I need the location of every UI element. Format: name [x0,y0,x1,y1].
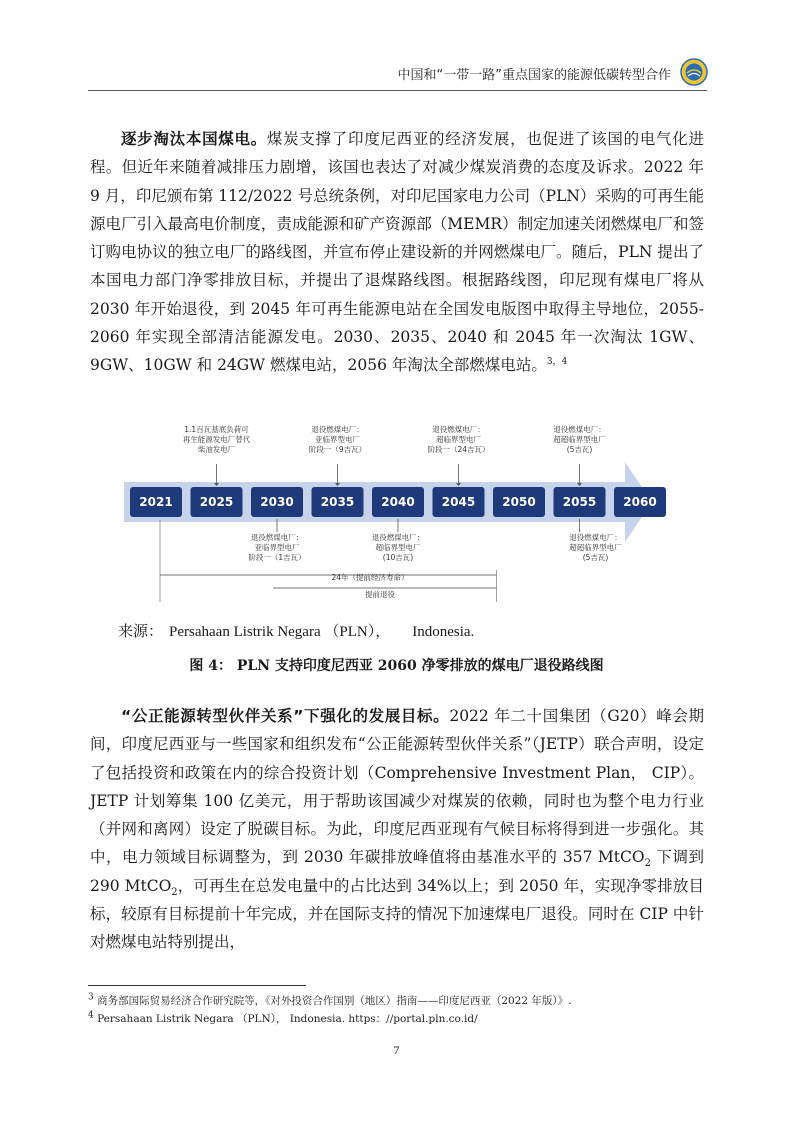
year-label-2030: 2030 [260,495,294,509]
header-rule [88,90,707,91]
paragraph-lead: “公正能源转型伙伴关系”下强化的发展目标。 [121,707,450,725]
year-label-2045: 2045 [441,495,476,509]
footnote-number: 4 [88,1010,94,1021]
above-annotation-line: (5吉瓦) [566,445,593,454]
above-annotation-line: 柴油发电厂 [197,445,236,454]
footnote-number: 3 [88,992,94,1003]
footnote-text: 商务部国际贸易经济合作研究院等，《对外投资合作国别（地区）指南——印度尼西亚（2022 年版）》. [97,995,572,1007]
paragraph-lead: 逐步淘汰本国煤电。 [121,130,267,148]
year-label-2035: 2035 [320,495,355,509]
paragraph-body-part2: 下调到 290 MtCO [90,848,704,895]
co2-subscript: 2 [644,858,651,870]
below-annotation-line: 亚临界型电厂 [254,543,300,552]
below-annotation-line: (5吉瓦) [582,553,609,562]
below-annotation-line: (10吉瓦) [382,553,414,562]
below-annotation-line: 退役燃煤电厂： [371,533,425,542]
year-label-2050: 2050 [502,495,536,509]
paragraph-coal-phaseout [90,125,704,380]
footnote-4 [88,1011,478,1026]
header-title: 中国和“一带一路”重点国家的能源低碳转型合作 [397,68,671,83]
above-annotation-line: 超临界型电厂 [436,435,481,444]
coal-retirement-timeline-figure [120,420,680,605]
co2-subscript: 2 [171,886,178,898]
figure-source [118,620,474,641]
paragraph-body-part1: 2022 年二十国集团（G20）峰会期间，印度尼西亚与一些国家和组织发布“公正能源转型伙伴关系”（JETP）联合声明，设定了包括投资和政策在内的综合投资计划（Comprehensive Investment Plan， CIP）。JETP 计划筹集 100 亿美元，用于帮助该国减少对煤炭的依赖，同时也为整个电力行业（并网和离网）设定了脱碳目标。为此，印度尼西亚现有气候目标将得到进一步强化。其中，电力领域目标调整为，到 2030 年碳排放峰值将由基准水平的 357 MtCO [90,707,704,867]
below-annotation-line: 超临界型电厂 [375,543,421,552]
below-annotation-line: 阶段一（1吉瓦） [248,553,306,562]
above-annotation-line: 退役燃煤电厂： [553,425,606,434]
year-label-2025: 2025 [199,495,234,509]
span-label: 24年（提前经济寿命） [331,573,409,582]
above-annotation-line: 超超临界型电厂 [553,435,606,444]
above-annotation-line: 亚临界型电厂 [315,435,360,444]
emblem-logo-icon [680,58,708,86]
paragraph-jetp [90,702,704,957]
source-name: Persahaan Listrik Negara （PLN）， [169,624,391,640]
paragraph-body: 煤炭支撑了印度尼西亚的经济发展，也促进了该国的电气化进程。但近年来随着减排压力剧增，该国也表达了对减少煤炭消费的态度及诉求。2022 年 9 月，印尼颁布第 112/2022 号总统条例，对印尼国家电力公司（PLN）采购的可再生能源电厂引入最高电价制度，责成能源和矿产资源部（MEMR）制定加速关闭燃煤电厂和签订购电协议的独立电厂的路线图，并宣布停止建设新的并网燃煤电厂。随后，PLN 提出了本国电力部门净零排放目标，并提出了退煤路线图。根据路线图，印尼现有煤电厂将从 2030 年开始退役，到 2045 年可再生能源电站在全国发电版图中取得主导地位，2055-2060 年实现全部清洁能源发电。2030、2035、2040 和 2045 年一次淘汰 1GW、9GW、10GW 和 24GW 燃煤电站，2056 年淘汰全部燃煤电站。 [90,130,704,375]
page-number: 7 [393,1043,400,1057]
below-annotation-line: 超超临界型电厂 [569,543,622,552]
footnote-text: Persahaan Listrik Negara （PLN）， Indonesia. https：//portal.pln.co.id/ [97,1013,478,1025]
below-annotation-line: 退役燃煤电厂： [250,533,304,542]
above-annotation-line: 1.1百瓦基底负荷可 [184,425,249,434]
early-retire-label: 提前退役 [365,590,395,599]
year-label-2021: 2021 [139,495,173,509]
above-annotation-line: 再生能源发电厂替代 [182,435,251,444]
above-annotation-line: 退役燃煤电厂： [311,425,364,434]
year-label-2040: 2040 [381,495,415,509]
footnote-3 [88,993,571,1008]
source-country: Indonesia. [412,624,475,640]
footnote-ref: 3，4 [546,357,568,368]
year-label-2060: 2060 [623,495,657,509]
above-annotation-line: 阶段一（24吉瓦） [427,445,490,454]
year-label-2055: 2055 [562,495,597,509]
figure-caption: 图 4： PLN 支持印度尼西亚 2060 净零排放的煤电厂退役路线图 [189,658,604,674]
footnote-rule [88,985,306,986]
source-prefix: 来源： [118,624,164,640]
paragraph-body-part3: ，可再生在总发电量中的占比达到 34%以上；到 2050 年，实现净零排放目标，较原有目标提前十年完成，并在国际支持的情况下加速煤电厂退役。同时在 CIP 中针对燃煤电站特别提出， [90,876,704,952]
above-annotation-line: 退役燃煤电厂： [432,425,485,434]
above-annotation-line: 阶段一（9吉瓦） [308,445,367,454]
below-annotation-line: 退役燃煤电厂： [569,533,622,542]
